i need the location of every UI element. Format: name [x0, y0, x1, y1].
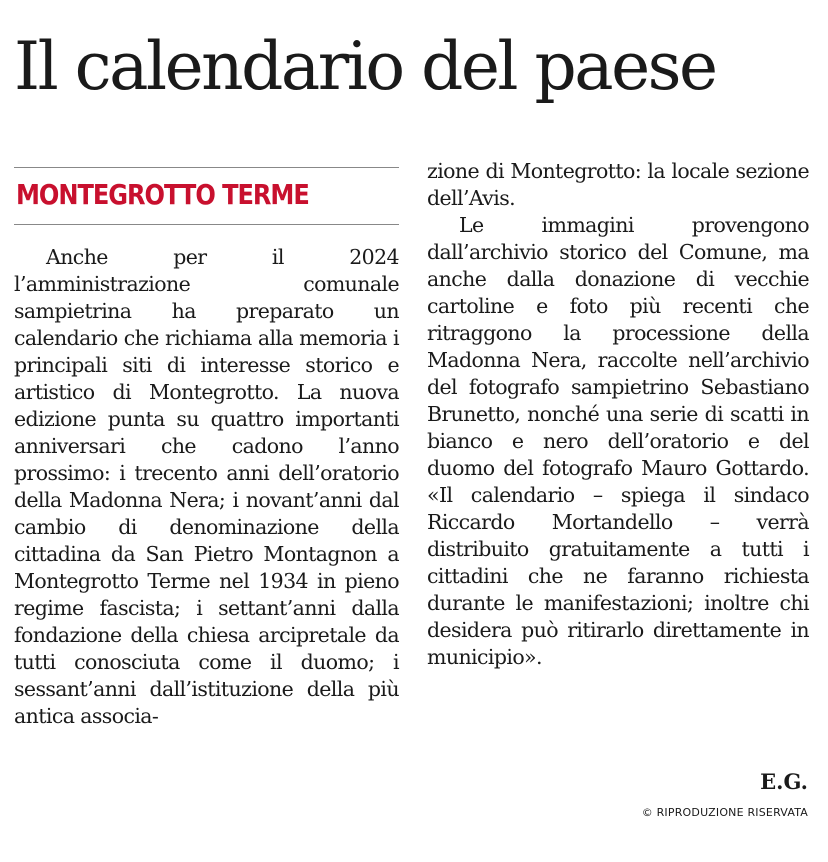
article-column-right [427, 158, 809, 671]
headline: Il calendario del paese [14, 28, 716, 105]
kicker-location: MONTEGROTTO TERME [16, 178, 309, 211]
kicker-section [14, 167, 399, 225]
article-paragraph-continuation: zione di Montegrotto: la locale sezione dell’Avis. [427, 159, 809, 210]
article-paragraph: Anche per il 2024 l’amministrazione comunale sampietrina ha preparato un calendario che richiama alla memoria i principali siti di interesse storico e artistico di Montegrotto. La nuova edizione punta su quattro importanti anniversari che cadono l’anno prossimo: i trecento anni dell’oratorio della Madonna Nera; i novant’anni dal cambio di denominazione della cittadina da San Pietro Montagnon a Montegrotto Terme nel 1934 in pieno regime fascista; i settant’anni dalla fondazione della chiesa arcipretale da tutti conosciuta come il duomo; i sessant’anni dall’istituzione della più antica associa- [14, 245, 399, 728]
article-paragraph: Le immagini provengono dall’archivio storico del Comune, ma anche dalla donazione di vecchie cartoline e foto più recenti che ritraggono la processione della Madonna Nera, raccolte nell’archivio del fotografo sampietrino Sebastiano Brunetto, nonché una serie di scatti in bianco e nero dell’oratorio e del duomo del fotografo Mauro Gottardo. «Il calendario – spiega il sindaco Riccardo Mortandello – verrà distribuito gratuitamente a tutti i cittadini che ne faranno richiesta durante le manifestazioni; inoltre chi desidera può ritirarlo direttamente in municipio». [427, 213, 809, 669]
copyright-notice: © RIPRODUZIONE RISERVATA [641, 806, 808, 819]
article-column-left [14, 244, 399, 730]
author-signature: E.G. [760, 769, 808, 794]
